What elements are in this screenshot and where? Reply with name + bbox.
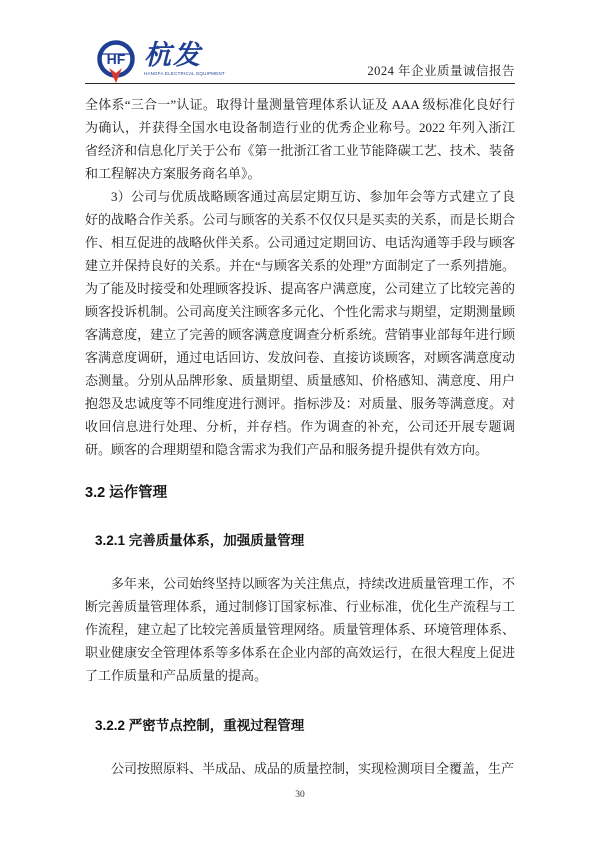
section-heading-3-2: 3.2 运作管理 [85, 485, 168, 501]
page-number: 30 [295, 790, 305, 800]
company-logo [95, 40, 291, 89]
paragraph-process-control: 公司按照原料、半成品、成品的质量控制，实现检测项目全覆盖，生产 [111, 761, 515, 776]
document-body [85, 84, 515, 780]
hf-globe-icon [95, 40, 137, 89]
section-heading-3-2-1: 3.2.1 完善质量体系，加强质量管理 [95, 533, 305, 548]
brand-script-text: 杭发 [144, 40, 202, 71]
paragraph-quality-system: 多年来，公司始终坚持以顾客为关注焦点，持续改进质量管理工作，不断完善质量管理体系，通过制修订国家标准、行业标准，优化生产流程与工作流程，建立起了比较完善质量管理网络。质量管理体系、环境管理体系、职业健康安全管理体系等多体系在企业内部的高效运行，在很大程度上促进了工作质量和产品质量的提高。 [85, 576, 515, 683]
report-title: 2024 年企业质量诚信报告 [367, 64, 515, 78]
page-header [0, 0, 600, 84]
logo-text-block [144, 42, 291, 80]
paragraph-certifications: 全体系“三合一”认证。取得计量测量管理体系认证及 AAA 级标准化良好行为确认，并获得全国水电设备制造行业的优秀企业称号。2022 年列入浙江省经济和信息化厅关于公布《第一批浙江省工业节能降碳工艺、技术、装备和工程解决方案服务商名单》。 [85, 97, 515, 181]
svg-text:HF: HF [106, 51, 126, 67]
paragraph-customer-relations: 3）公司与优质战略顾客通过高层定期互访、参加年会等方式建立了良好的战略合作关系。公司与顾客的关系不仅仅只是买卖的关系，而是长期合作、相互促进的战略伙伴关系。公司通过定期回访、电话沟通等手段与顾客建立并保持良好的关系。并在“与顾客关系的处理”方面制定了一系列措施。为了能及时接受和处理顾客投诉、提高客户满意度，公司建立了比较完善的顾客投诉机制。公司高度关注顾客多元化、个性化需求与期望，定期测量顾客满意度，建立了完善的顾客满意度调查分析系统。营销事业部每年进行顾客满意度调研，通过电话回访、发放问卷、直接访谈顾客，对顾客满意度动态测量。分别从品牌形象、质量期望、质量感知、价格感知、满意度、用户抱怨及忠诚度等不同维度进行测评。指标涉及：对质量、服务等满意度。对收回信息进行处理、分析，并存档。作为调查的补充，公司还开展专题调研。顾客的合理期望和隐含需求为我们产品和服务提升提供有效方向。 [85, 189, 515, 457]
brand-caption-text: HANGFA ELECTRICAL EQUIPMENT [144, 71, 225, 76]
section-heading-3-2-2: 3.2.2 严密节点控制，重视过程管理 [95, 718, 305, 733]
page-footer [0, 784, 600, 802]
